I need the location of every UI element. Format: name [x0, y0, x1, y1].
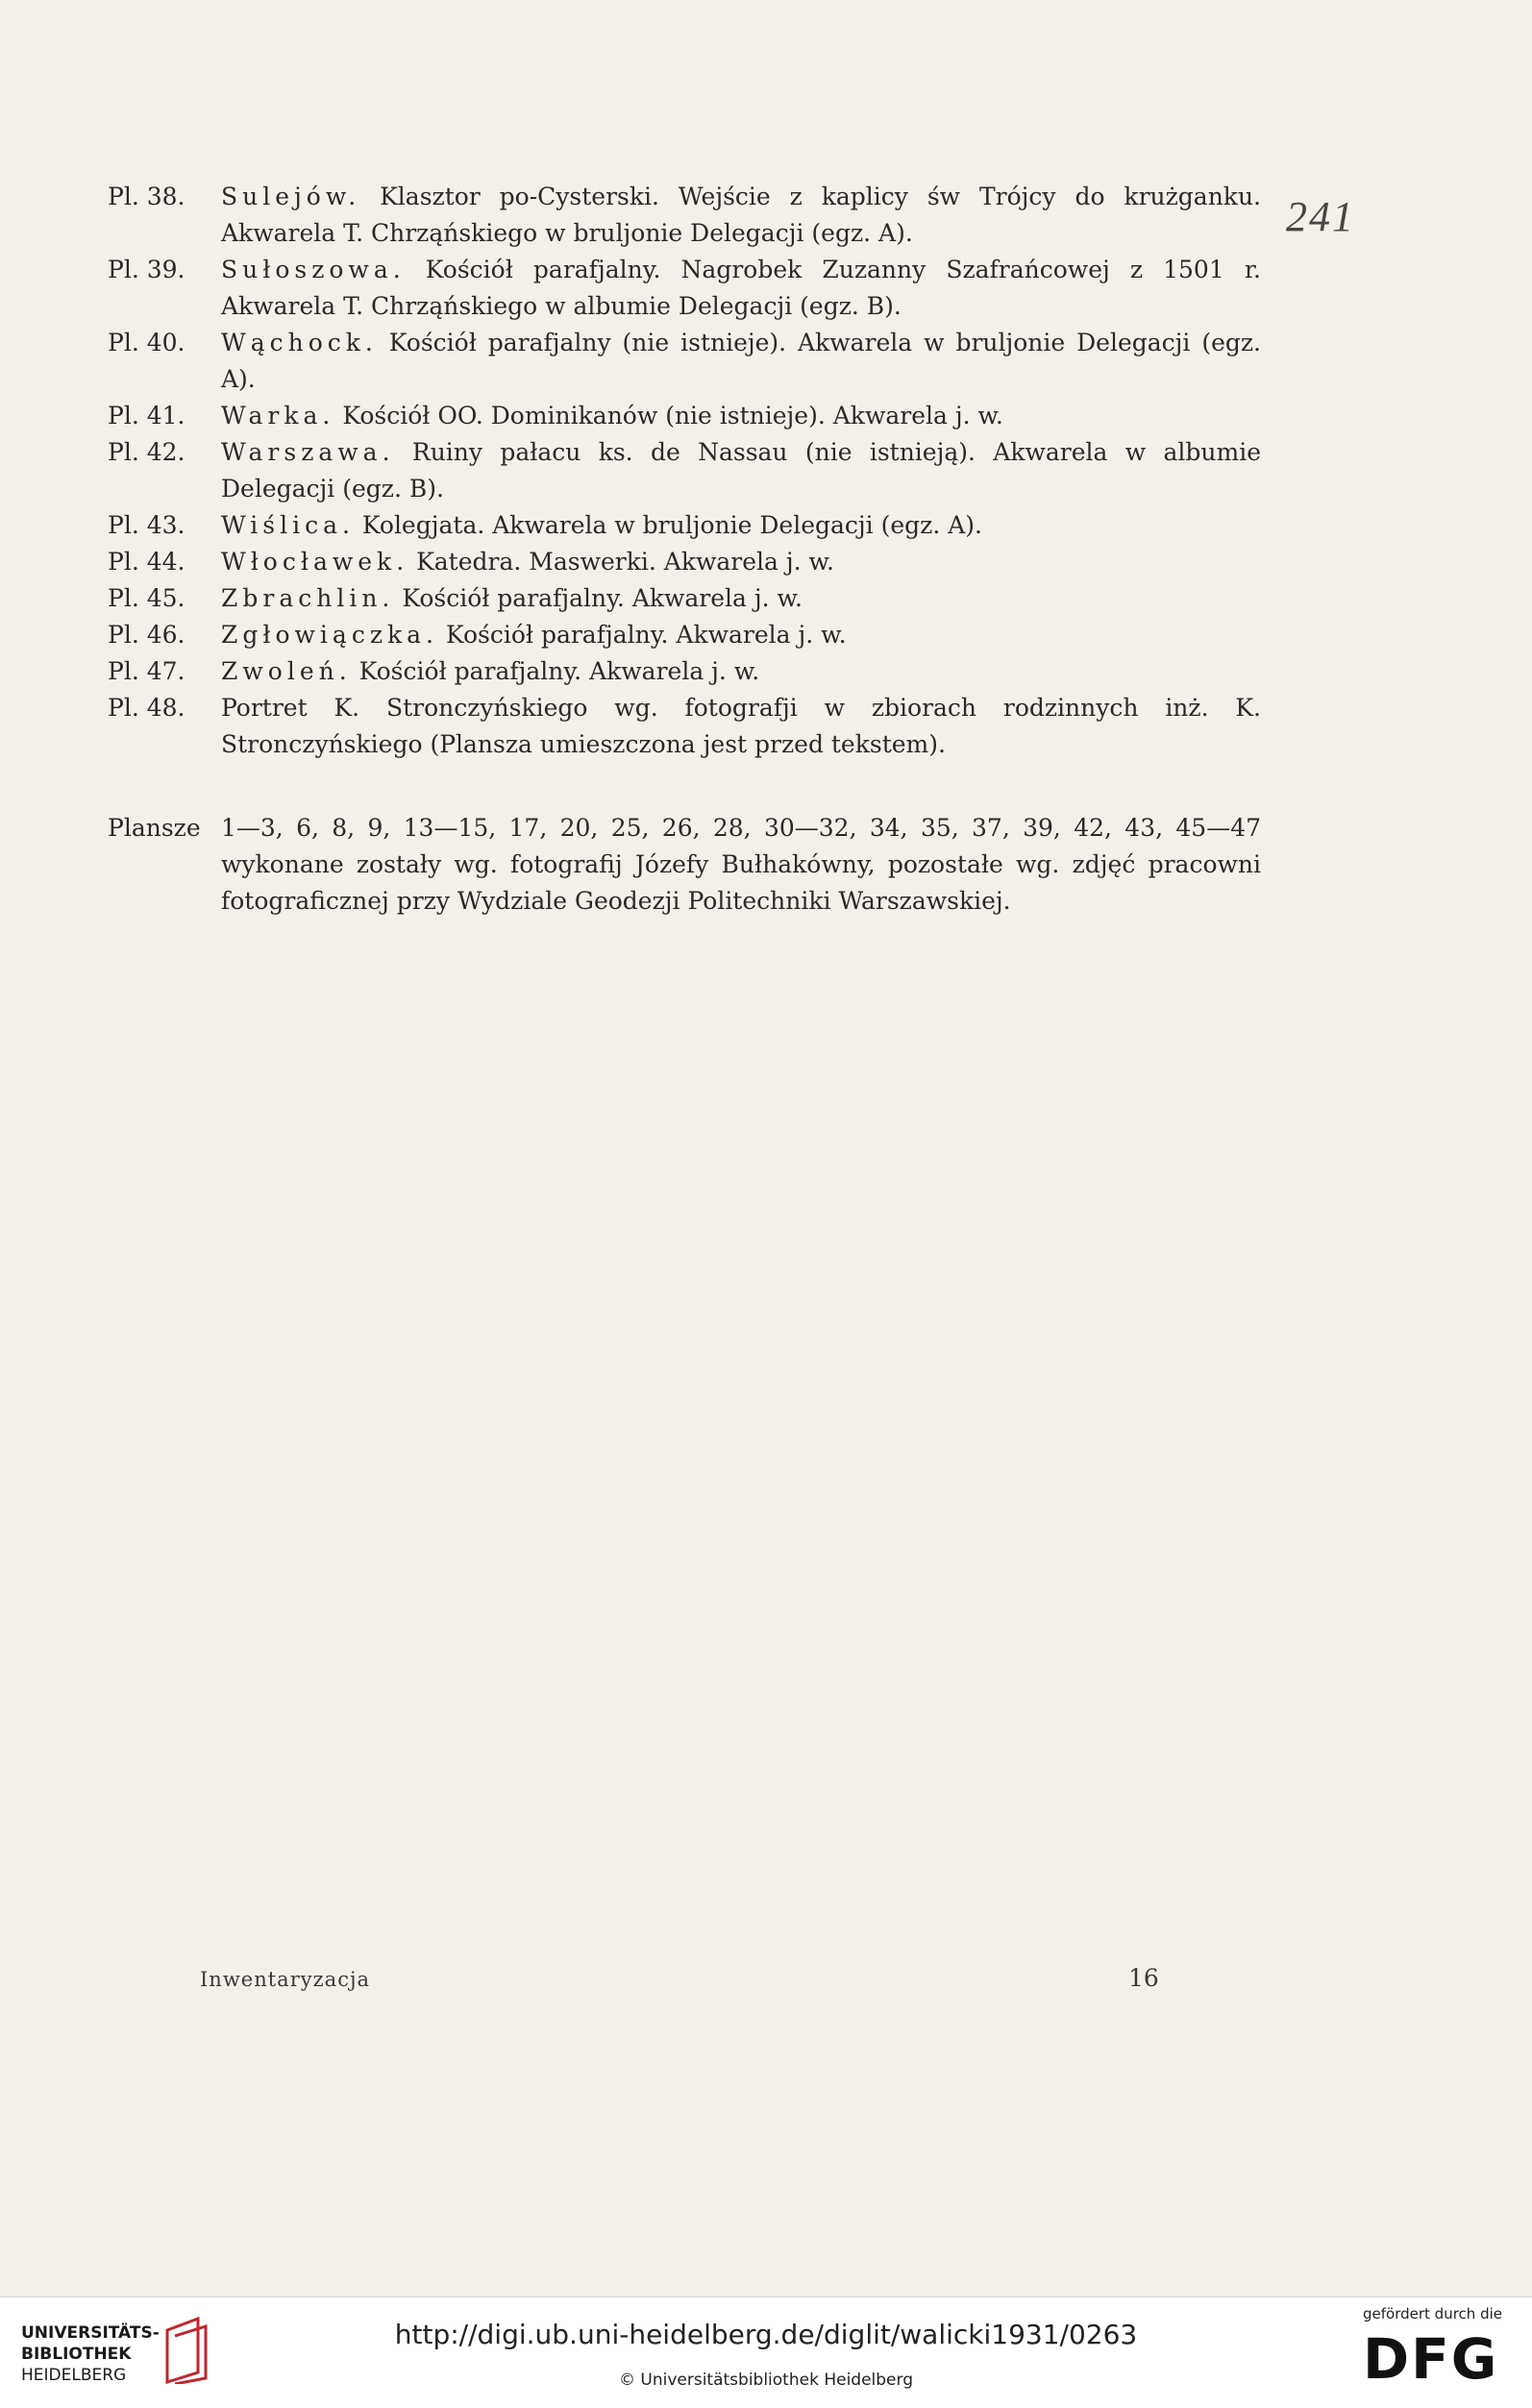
list-item — [108, 653, 1261, 690]
plate-number: Pl. 42. — [108, 438, 185, 466]
place-name: Wąchock. — [221, 329, 378, 356]
list-item — [108, 544, 1261, 580]
plate-number: Pl. 46. — [108, 621, 185, 649]
permalink[interactable]: http://digi.ub.uni-heidelberg.de/diglit/walicki1931/0263 — [394, 2319, 1138, 2350]
list-item — [108, 434, 1261, 507]
page-number: 241 — [1286, 193, 1355, 240]
plate-description: Kościół parafjalny. Akwarela j. w. — [394, 584, 803, 612]
copyright: © Universitätsbibliothek Heidelberg — [618, 2371, 913, 2390]
plansze-note — [108, 810, 1261, 920]
dfg-logo[interactable]: DFG — [1363, 2326, 1499, 2392]
plate-description: Kolegjata. Akwarela w bruljonie Delegacji (egz. A). — [354, 511, 982, 539]
plate-description: Kościół parafjalny. Akwarela j. w. — [438, 621, 847, 649]
library-name-1: UNIVERSITÄTS- — [21, 2323, 160, 2343]
plate-number: Pl. 43. — [108, 511, 185, 539]
plate-description: Ruiny pałacu ks. de Nassau (nie istnieją). Akwarela w albumie Delegacji (egz. B). — [221, 438, 1261, 503]
list-item — [108, 179, 1261, 252]
place-name: Warka. — [221, 402, 335, 430]
funded-caption: gefördert durch die — [1363, 2305, 1502, 2322]
place-name: Sulejów. — [221, 183, 361, 210]
plate-number: Pl. 48. — [108, 694, 185, 722]
plate-description: Katedra. Maswerki. Akwarela j. w. — [408, 548, 834, 576]
place-name: Włocławek. — [221, 548, 409, 576]
plate-number: Pl. 41. — [108, 402, 185, 430]
library-name-3: HEIDELBERG — [21, 2366, 127, 2385]
plate-description: Klasztor po-Cysterski. Wejście z kaplicy św Trójcy do krużganku. Akwarela T. Chrząńskiego w bruljonie Delegacji (egz. A). — [221, 183, 1261, 247]
plate-number: Pl. 40. — [108, 329, 185, 356]
list-item — [108, 507, 1261, 544]
place-name: Zbrachlin. — [221, 584, 395, 612]
plate-number: Pl. 47. — [108, 657, 185, 685]
plate-description: Kościół parafjalny. Akwarela j. w. — [351, 657, 760, 685]
plate-number: Pl. 45. — [108, 584, 185, 612]
list-item — [108, 252, 1261, 325]
plate-number: Pl. 38. — [108, 183, 185, 210]
list-item — [108, 398, 1261, 434]
plate-description: Portret K. Stronczyńskiego wg. fotografji w zbiorach rodzinnych inż. K. Stronczyńskiego (Plansza umieszczona jest przed tekstem). — [221, 694, 1261, 758]
library-name-2: BIBLIOTHEK — [21, 2345, 132, 2364]
sheet-number: 16 — [1128, 1964, 1159, 1992]
list-item — [108, 580, 1261, 617]
plate-description: Kościół OO. Dominikanów (nie istnieje). Akwarela j. w. — [334, 402, 1003, 430]
list-item — [108, 325, 1261, 398]
place-name: Sułoszowa. — [221, 256, 406, 283]
plansze-text: 1—3, 6, 8, 9, 13—15, 17, 20, 25, 26, 28, 30—32, 34, 35, 37, 39, 42, 43, 45—47 wykonane zostały wg. fotografij Józefy Bułhakówny, pozostałe wg. zdjęć pracowni fotograficznej przy Wydziale Geodezji Politechniki Warszawskiej. — [221, 814, 1261, 915]
plate-number: Pl. 39. — [108, 256, 185, 283]
place-name: Wiślica. — [221, 511, 355, 539]
list-item — [108, 690, 1261, 763]
plate-description: Kościół parafjalny. Nagrobek Zuzanny Szafrańcowej z 1501 r. Akwarela T. Chrząńskiego w albumie Delegacji (egz. B). — [221, 256, 1261, 320]
plate-list — [108, 179, 1261, 763]
digitization-bar — [0, 2297, 1532, 2408]
place-name: Zwoleń. — [221, 657, 352, 685]
list-item — [108, 617, 1261, 653]
place-name: Warszawa. — [221, 438, 395, 466]
plate-description: Kościół parafjalny (nie istnieje). Akwarela w bruljonie Delegacji (egz. A). — [221, 329, 1261, 393]
plate-number: Pl. 44. — [108, 548, 185, 576]
signature-mark: Inwentaryzacja — [200, 1968, 370, 1991]
place-name: Zgłowiączka. — [221, 621, 439, 649]
plansze-label: Plansze — [108, 814, 201, 842]
